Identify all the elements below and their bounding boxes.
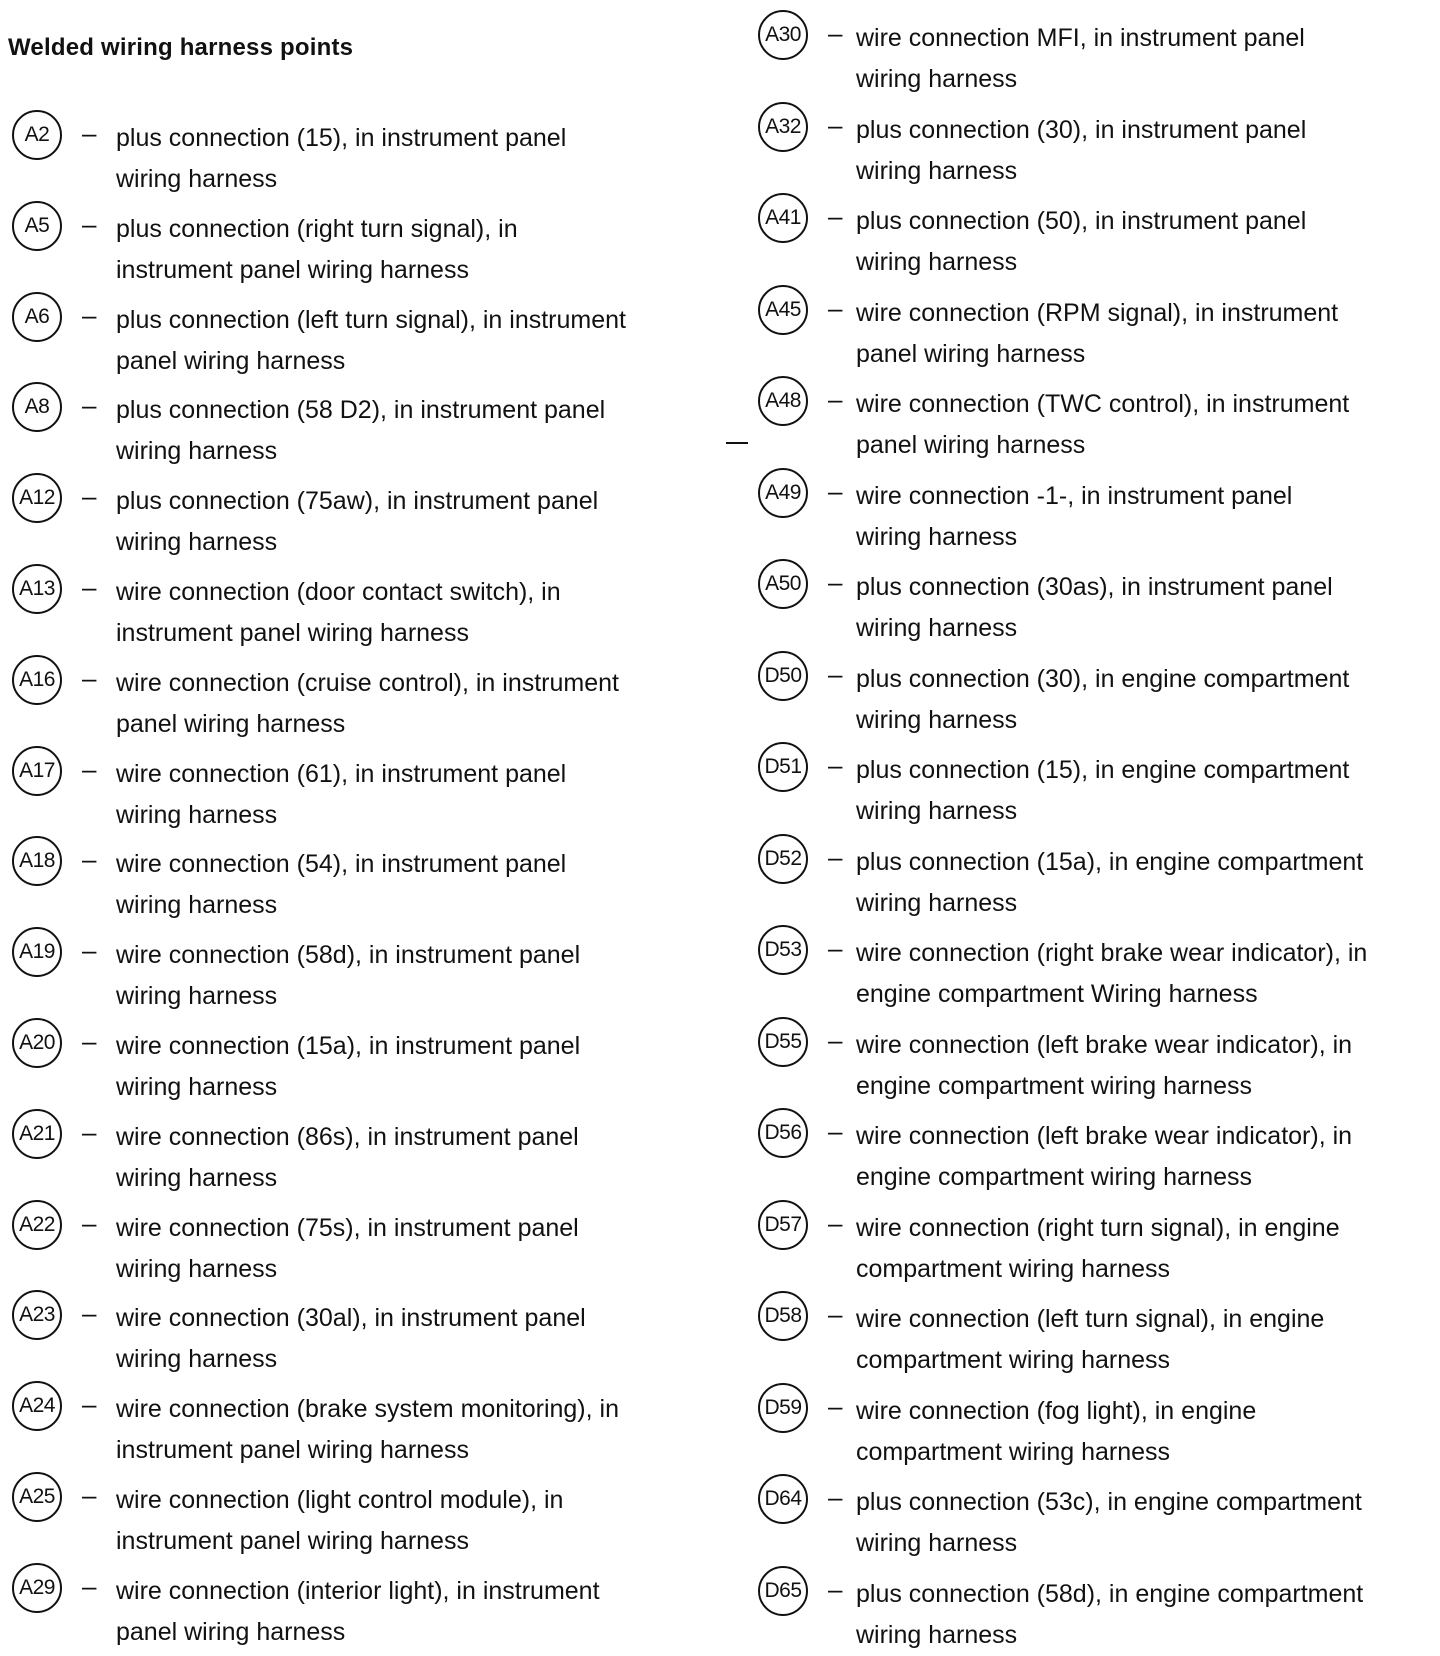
separator-dash: – (828, 1024, 843, 1055)
point-id-badge: A32 (758, 102, 808, 152)
harness-point-entry (754, 834, 1440, 918)
separator-dash: – (82, 1116, 97, 1147)
separator-dash: – (828, 1573, 843, 1604)
harness-point-entry (754, 742, 1440, 826)
separator-dash: – (82, 118, 97, 148)
separator-dash: – (828, 384, 843, 414)
point-id-badge: A12 (12, 473, 62, 523)
point-description: wire connection (interior light), in instrument panel wiring harness (116, 1576, 600, 1646)
separator-dash: – (82, 1480, 97, 1510)
harness-point-entry (8, 1563, 698, 1647)
separator-dash: – (82, 299, 97, 330)
separator-dash: – (828, 18, 843, 48)
point-id-badge: A24 (12, 1381, 62, 1431)
point-description: wire connection (fog light), in engine compartment wiring harness (856, 1396, 1257, 1466)
harness-point-entry (754, 376, 1440, 460)
harness-point-entry (754, 1108, 1440, 1192)
harness-point-entry (8, 473, 698, 557)
harness-point-entry (8, 655, 698, 739)
point-description: wire connection -1-, in instrument panel wiring harness (856, 481, 1293, 551)
point-description: wire connection (right turn signal), in engine compartment wiring harness (856, 1213, 1340, 1283)
separator-dash: – (828, 933, 843, 963)
separator-dash: – (828, 475, 843, 506)
point-description: plus connection (30), in instrument panel wiring harness (856, 115, 1307, 185)
harness-point-entry (754, 1017, 1440, 1101)
point-description: plus connection (58d), in engine compartment wiring harness (856, 1579, 1364, 1649)
point-id-badge: D65 (758, 1566, 808, 1616)
separator-dash: – (82, 844, 97, 875)
point-id-badge: D59 (758, 1383, 808, 1433)
point-id-badge: A5 (12, 201, 62, 251)
harness-point-entry (8, 836, 698, 920)
point-id-badge: A49 (758, 468, 808, 518)
separator-dash: – (828, 201, 843, 231)
harness-point-entry (8, 746, 698, 830)
harness-point-entry (8, 1200, 698, 1284)
point-description: plus connection (53c), in engine compartment wiring harness (856, 1488, 1362, 1557)
point-description: plus connection (15a), in engine compartment wiring harness (856, 847, 1364, 917)
point-id-badge: A19 (12, 927, 62, 977)
harness-point-entry (8, 382, 698, 466)
point-id-badge: D55 (758, 1017, 808, 1067)
separator-dash: – (82, 1570, 97, 1601)
point-description: wire connection (brake system monitoring), in instrument panel wiring harness (116, 1395, 619, 1465)
point-id-badge: A30 (758, 10, 808, 60)
harness-point-entry (8, 927, 698, 1011)
point-id-badge: A48 (758, 376, 808, 426)
harness-point-entry (8, 1109, 698, 1193)
harness-point-entry (8, 564, 698, 648)
harness-point-entry (8, 1472, 698, 1556)
harness-point-entry (8, 110, 698, 194)
point-id-badge: A13 (12, 564, 62, 614)
harness-point-entry (8, 292, 698, 376)
separator-dash: – (828, 1482, 843, 1512)
point-description: wire connection (TWC control), in instrument panel wiring harness (856, 390, 1350, 459)
harness-point-entry (754, 10, 1440, 94)
separator-dash: – (828, 109, 843, 140)
harness-point-entry (754, 102, 1440, 186)
point-description: wire connection (left brake wear indicator), in engine compartment wiring harness (856, 1030, 1353, 1100)
separator-dash: – (828, 1116, 843, 1146)
point-description: plus connection (30), in engine compartment wiring harness (856, 664, 1350, 734)
separator-dash: – (82, 1207, 97, 1238)
point-description: wire connection (left brake wear indicator), in engine compartment wiring harness (856, 1122, 1353, 1191)
page-heading: Welded wiring harness points (8, 34, 354, 61)
separator-dash: – (82, 753, 97, 784)
separator-dash: – (82, 390, 97, 421)
point-id-badge: A23 (12, 1290, 62, 1340)
harness-point-entry (754, 1383, 1440, 1467)
point-id-badge: D51 (758, 742, 808, 792)
point-id-badge: D64 (758, 1474, 808, 1524)
separator-dash: – (828, 658, 843, 689)
point-id-badge: A25 (12, 1472, 62, 1522)
point-description: plus connection (right turn signal), in instrument panel wiring harness (116, 214, 518, 284)
point-id-badge: A20 (12, 1018, 62, 1068)
point-description: wire connection (75s), in instrument panel wiring harness (116, 1213, 579, 1283)
point-id-badge: D58 (758, 1291, 808, 1341)
harness-point-entry (754, 651, 1440, 735)
separator-dash: – (82, 1298, 97, 1329)
point-id-badge: D52 (758, 834, 808, 884)
point-description: wire connection (15a), in instrument panel wiring harness (116, 1032, 581, 1101)
point-description: plus connection (50), in instrument panel wiring harness (856, 207, 1307, 276)
point-id-badge: D50 (758, 651, 808, 701)
separator-dash: – (828, 1390, 843, 1421)
point-id-badge: A8 (12, 382, 62, 432)
stray-dash-mark (726, 442, 748, 444)
point-id-badge: A41 (758, 193, 808, 243)
point-description: wire connection (door contact switch), in instrument panel wiring harness (116, 578, 561, 647)
separator-dash: – (828, 750, 843, 780)
harness-point-entry (754, 468, 1440, 552)
point-description: wire connection MFI, in instrument panel wiring harness (856, 24, 1305, 93)
harness-point-entry (754, 1474, 1440, 1558)
point-description: wire connection (58d), in instrument panel wiring harness (116, 941, 581, 1011)
separator-dash: – (82, 481, 97, 512)
separator-dash: – (828, 1299, 843, 1329)
point-id-badge: A45 (758, 285, 808, 335)
point-id-badge: A50 (758, 559, 808, 609)
separator-dash: – (82, 935, 97, 966)
point-description: wire connection (30al), in instrument panel wiring harness (116, 1304, 586, 1374)
point-description: wire connection (right brake wear indicator), in engine compartment Wiring harness (856, 939, 1368, 1008)
point-id-badge: D53 (758, 925, 808, 975)
point-id-badge: A18 (12, 836, 62, 886)
point-description: wire connection (RPM signal), in instrument panel wiring harness (856, 298, 1339, 368)
separator-dash: – (82, 1026, 97, 1056)
separator-dash: – (828, 841, 843, 872)
separator-dash: – (82, 208, 97, 239)
point-description: wire connection (left turn signal), in engine compartment wiring harness (856, 1305, 1325, 1374)
harness-point-entry (754, 1200, 1440, 1284)
harness-point-entry (754, 1291, 1440, 1375)
harness-point-entry (8, 1290, 698, 1374)
point-id-badge: A6 (12, 292, 62, 342)
harness-point-entry (754, 559, 1440, 643)
point-description: plus connection (15), in instrument panel wiring harness (116, 124, 567, 193)
harness-point-entry (754, 285, 1440, 369)
point-id-badge: A2 (12, 110, 62, 160)
point-id-badge: A16 (12, 655, 62, 705)
harness-point-entry (754, 925, 1440, 1009)
point-description: plus connection (left turn signal), in instrument panel wiring harness (116, 305, 626, 375)
harness-point-entry (754, 193, 1440, 277)
harness-point-entry (8, 1381, 698, 1465)
point-description: wire connection (cruise control), in instrument panel wiring harness (116, 668, 619, 738)
point-description: plus connection (15), in engine compartment wiring harness (856, 756, 1350, 825)
point-id-badge: A21 (12, 1109, 62, 1159)
point-id-badge: D57 (758, 1200, 808, 1250)
point-description: wire connection (86s), in instrument panel wiring harness (116, 1122, 579, 1192)
point-id-badge: D56 (758, 1108, 808, 1158)
separator-dash: – (82, 1389, 97, 1420)
separator-dash: – (828, 567, 843, 597)
point-description: plus connection (75aw), in instrument panel wiring harness (116, 487, 599, 557)
harness-point-entry (754, 1566, 1440, 1650)
point-description: wire connection (light control module), in instrument panel wiring harness (116, 1486, 564, 1555)
separator-dash: – (82, 662, 97, 693)
harness-point-entry (8, 1018, 698, 1102)
point-description: plus connection (58 D2), in instrument panel wiring harness (116, 396, 606, 466)
point-id-badge: A22 (12, 1200, 62, 1250)
harness-point-entry (8, 201, 698, 285)
point-description: wire connection (61), in instrument panel wiring harness (116, 759, 567, 829)
point-description: wire connection (54), in instrument panel wiring harness (116, 850, 567, 920)
separator-dash: – (828, 292, 843, 323)
point-id-badge: A17 (12, 746, 62, 796)
separator-dash: – (82, 572, 97, 602)
separator-dash: – (828, 1207, 843, 1238)
point-description: plus connection (30as), in instrument panel wiring harness (856, 573, 1333, 642)
point-id-badge: A29 (12, 1563, 62, 1613)
